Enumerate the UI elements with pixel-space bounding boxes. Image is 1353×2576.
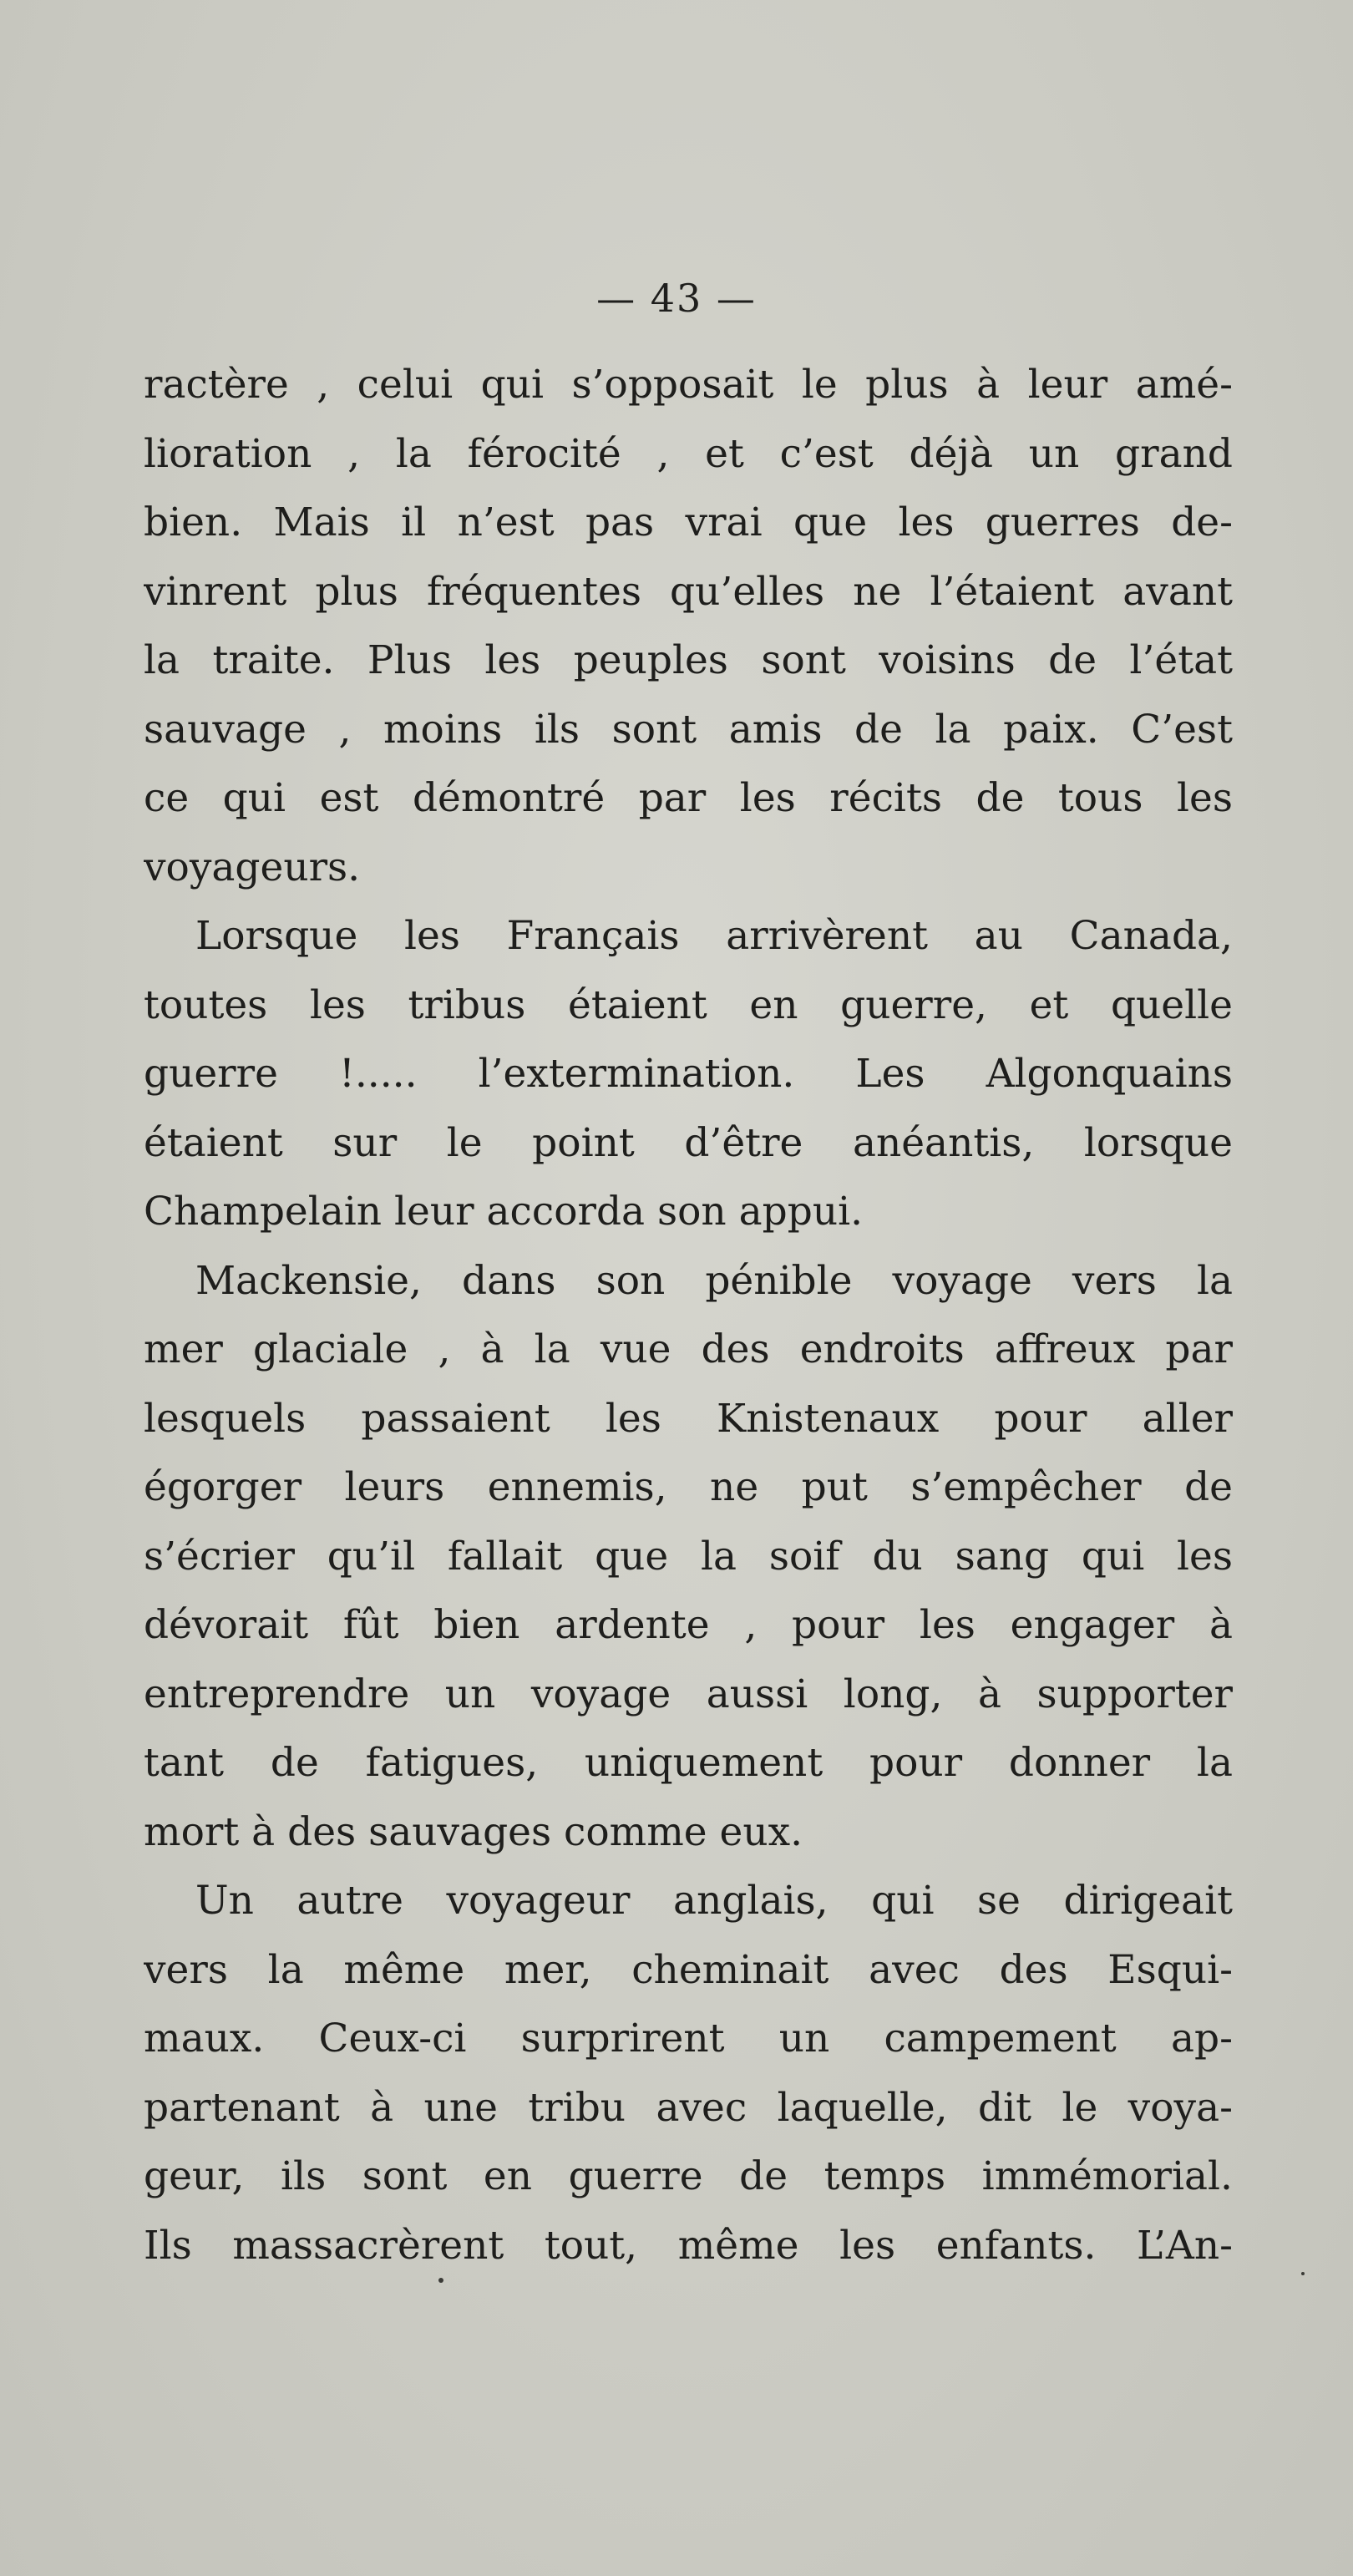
text-line: la traite. Plus les peuples sont voisins de l’état [144, 637, 1233, 683]
text-line: mort à des sauvages comme eux. [144, 1808, 803, 1855]
text-line: étaient sur le point d’être anéantis, lorsque [144, 1119, 1233, 1166]
text-line: Un autre voyageur anglais, qui se dirigeait [195, 1878, 1233, 1924]
text-line: geur, ils sont en guerre de temps immémorial. [144, 2153, 1233, 2199]
text-line: toutes les tribus étaient en guerre, et quelle [144, 981, 1233, 1028]
text-line: vers la même mer, cheminait avec des Esqui- [144, 1946, 1233, 1993]
text-line: entreprendre un voyage aussi long, à supporter [144, 1671, 1233, 1717]
text-line: sauvage , moins ils sont amis de la paix. C’est [144, 706, 1233, 753]
text-line: partenant à une tribu avec laquelle, dit le voya- [144, 2084, 1233, 2131]
page-number: — 43 — [596, 276, 757, 321]
text-line: s’écrier qu’il fallait que la soif du sang qui les [144, 1533, 1233, 1580]
text-line: guerre !..... l’extermination. Les Algonquains [144, 1051, 1233, 1097]
text-line: égorger leurs ennemis, ne put s’empêcher de [144, 1464, 1233, 1510]
paper-speck [1301, 2272, 1305, 2275]
text-line: ractère , celui qui s’opposait le plus à leur amé- [144, 362, 1233, 408]
text-line: Ils massacrèrent tout, même les enfants. L’An- [144, 2222, 1233, 2269]
text-line: Lorsque les Français arrivèrent au Canada, [195, 913, 1233, 959]
text-line: mer glaciale , à la vue des endroits affreux par [144, 1326, 1233, 1372]
text-line: vinrent plus fréquentes qu’elles ne l’étaient avant [144, 568, 1233, 615]
text-line: voyageurs. [144, 844, 361, 890]
body-text [144, 351, 1233, 2280]
text-line: dévorait fût bien ardente , pour les engager à [144, 1602, 1233, 1648]
text-line: lesquels passaient les Knistenaux pour aller [144, 1395, 1233, 1442]
text-line: ce qui est démontré par les récits de tous les [144, 775, 1233, 821]
paper-speck [438, 2278, 443, 2283]
text-line: Mackensie, dans son pénible voyage vers la [195, 1257, 1233, 1304]
text-line: tant de fatigues, uniquement pour donner la [144, 1740, 1233, 1786]
text-line: Champelain leur accorda son appui. [144, 1189, 864, 1235]
text-line: bien. Mais il n’est pas vrai que les guerres de- [144, 499, 1233, 545]
text-line: maux. Ceux-ci surprirent un campement ap- [144, 2016, 1233, 2061]
text-line: lioration , la férocité , et c’est déjà un grand [144, 430, 1233, 477]
